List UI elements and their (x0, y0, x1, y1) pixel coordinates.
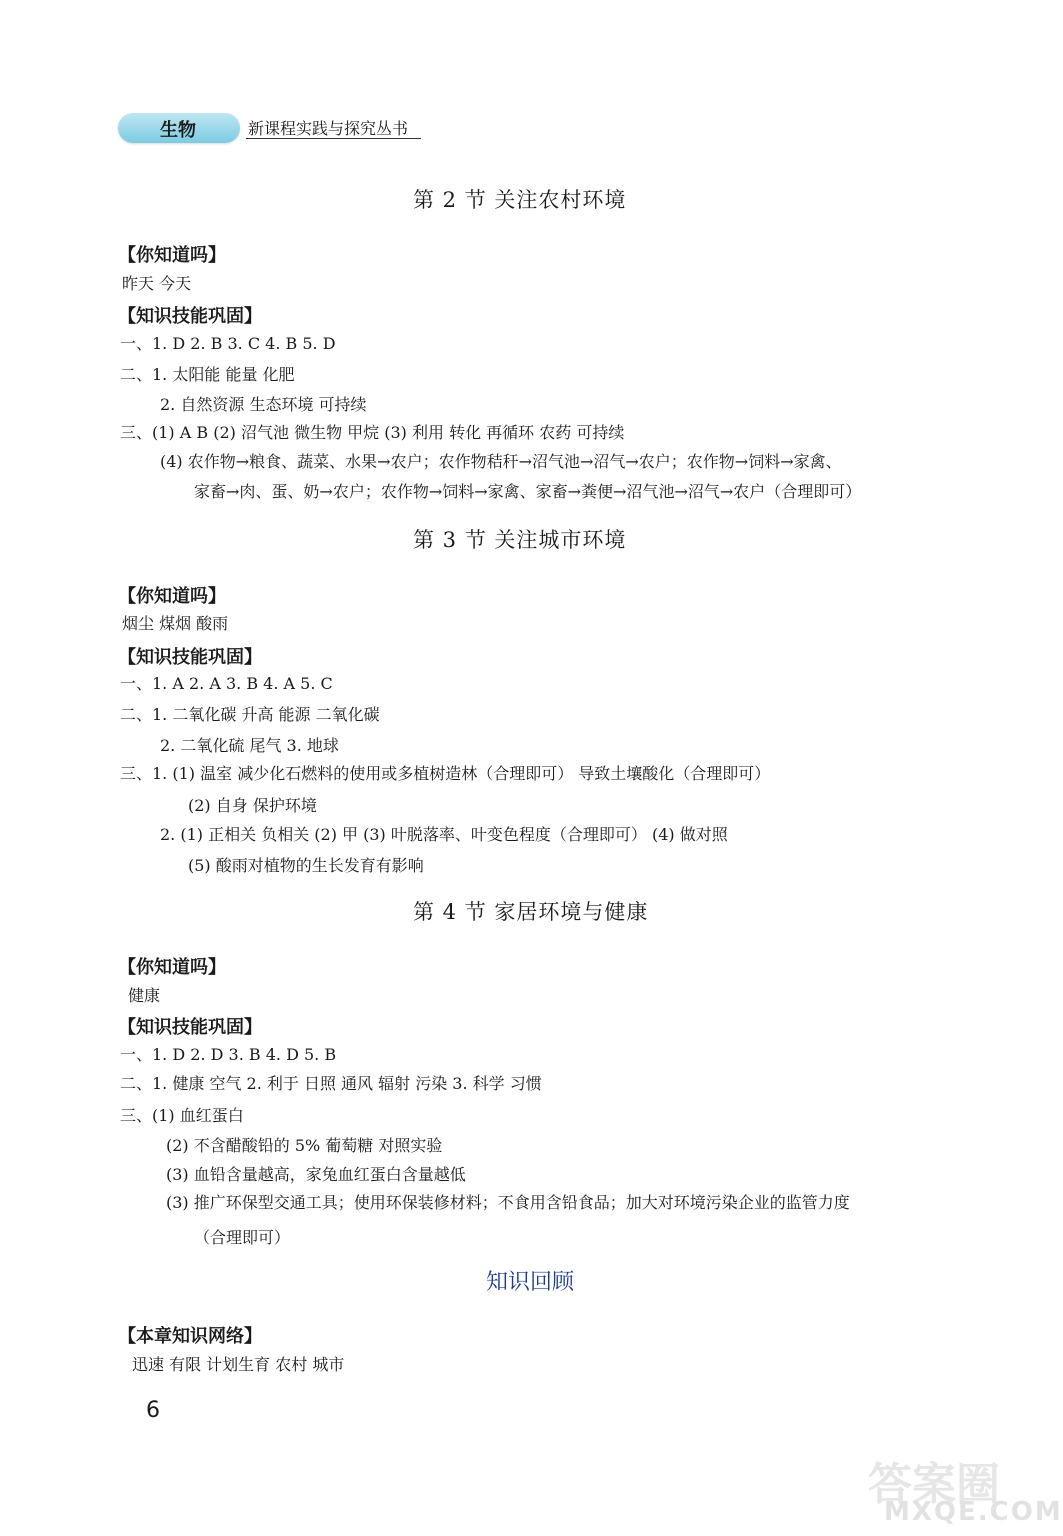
answer-line: 烟尘 煤烟 酸雨 (122, 614, 229, 633)
subject-label: 生物 (160, 120, 196, 141)
section-title: 第 2 节 关注农村环境 (413, 188, 627, 212)
answer-line: 二、1. 健康 空气 2. 利于 日照 通风 辐射 污染 3. 科学 习惯 (120, 1074, 542, 1093)
answer-line: 2. (1) 正相关 负相关 (2) 甲 (3) 叶脱落率、叶变色程度（合理即可） (4) 做对照 (160, 825, 728, 844)
section-title: 第 4 节 家居环境与健康 (413, 900, 649, 924)
review-title: 知识回顾 (486, 1270, 575, 1295)
answer-line: 迅速 有限 计划生育 农村 城市 (132, 1355, 345, 1374)
series-underline (246, 138, 421, 139)
section-tag-know: 【你知道吗】 (118, 245, 226, 266)
answer-line: (2) 自身 保护环境 (188, 796, 317, 815)
review-tag: 【本章知识网络】 (118, 1326, 262, 1347)
section-tag-skills: 【知识技能巩固】 (118, 1017, 262, 1038)
answer-line: 三、(1) 血红蛋白 (120, 1106, 244, 1125)
answer-line: (4) 农作物→粮食、蔬菜、水果→农户；农作物秸秆→沼气池→沼气→农户；农作物→饲料→家禽、 (160, 452, 842, 471)
section-tag-know: 【你知道吗】 (118, 957, 226, 978)
answer-line: 家畜→肉、蛋、奶→农户；农作物→饲料→家禽、家畜→粪便→沼气池→沼气→农户（合理即可） (194, 482, 862, 501)
answer-line: 一、1. D 2. D 3. B 4. D 5. B (120, 1045, 337, 1064)
answer-line: 健康 (128, 986, 161, 1005)
watermark-logo: 答案圈 (868, 1459, 1000, 1510)
subject-badge (118, 113, 240, 143)
answer-line: 一、1. A 2. A 3. B 4. A 5. C (120, 674, 333, 693)
answer-line: (2) 不含醋酸铅的 5% 葡萄糖 对照实验 (166, 1136, 443, 1155)
answer-line: 三、1. (1) 温室 减少化石燃料的使用或多植树造林（合理即可） 导致土壤酸化（合理即可） (120, 764, 771, 783)
answer-line: 三、(1) A B (2) 沼气池 微生物 甲烷 (3) 利用 转化 再循环 农药 可持续 (120, 423, 625, 442)
answer-line: （合理即可） (194, 1228, 291, 1247)
section-tag-skills: 【知识技能巩固】 (118, 647, 262, 668)
answer-line: 昨天 今天 (122, 274, 192, 293)
answer-line: 二、1. 太阳能 能量 化肥 (120, 365, 295, 384)
answer-line: 2. 自然资源 生态环境 可持续 (160, 395, 367, 414)
answer-line: 二、1. 二氧化碳 升高 能源 二氧化碳 (120, 705, 380, 724)
section-tag-skills: 【知识技能巩固】 (118, 306, 262, 327)
section-tag-know: 【你知道吗】 (118, 586, 226, 607)
answer-line: (3) 血铅含量越高，家兔血红蛋白含量越低 (166, 1165, 466, 1184)
watermark-url: MXQE.COM (884, 1497, 1063, 1527)
series-title: 新课程实践与探究丛书 (248, 119, 409, 138)
answer-line: 2. 二氧化硫 尾气 3. 地球 (160, 736, 339, 755)
answer-line: (5) 酸雨对植物的生长发育有影响 (188, 856, 424, 875)
page-number: 6 (146, 1398, 160, 1423)
section-title: 第 3 节 关注城市环境 (413, 528, 627, 552)
answer-line: 一、1. D 2. B 3. C 4. B 5. D (120, 334, 336, 353)
answer-line: (3) 推广环保型交通工具；使用环保装修材料；不食用含铅食品；加大对环境污染企业的监管力度 (166, 1193, 850, 1212)
